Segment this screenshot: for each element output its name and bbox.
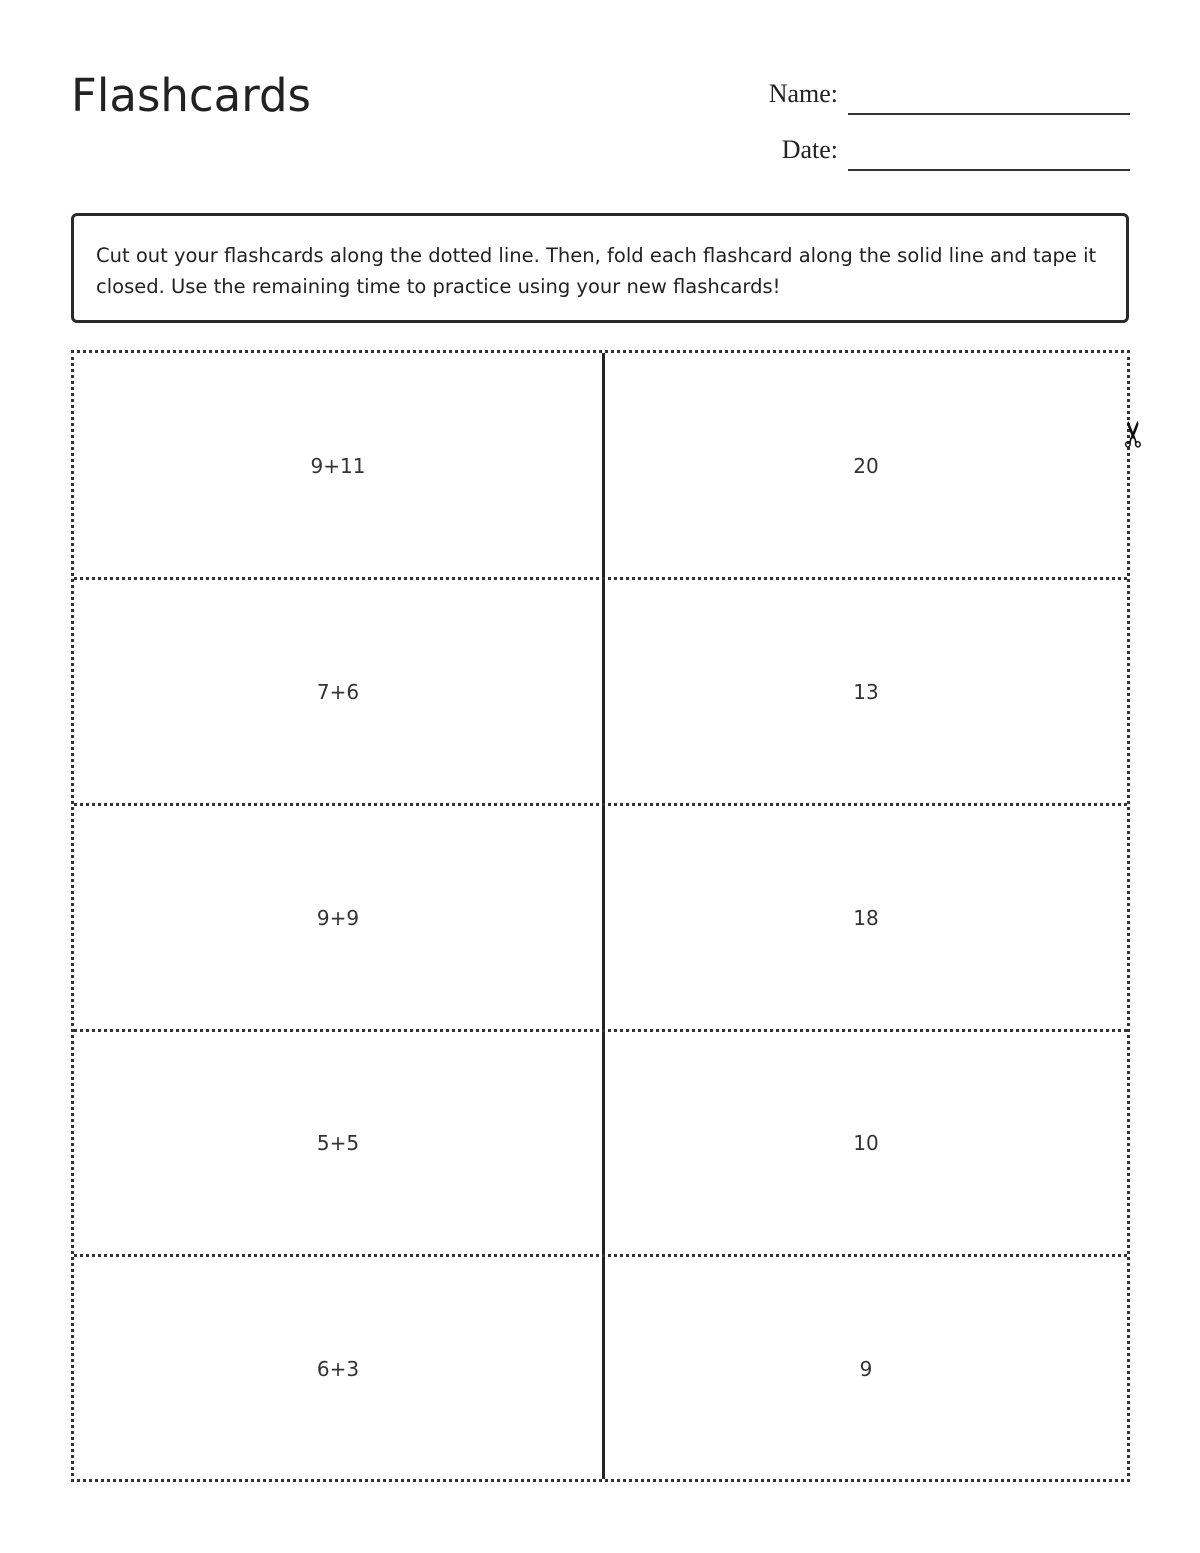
card-answer: 18 — [853, 905, 879, 930]
card-question: 5+5 — [316, 1130, 360, 1155]
name-blank-line — [848, 113, 1130, 115]
card-answer: 10 — [853, 1130, 879, 1155]
card-answer: 9 — [859, 1356, 873, 1381]
scissors-icon: ✂ — [1114, 418, 1156, 450]
flashcard-row — [74, 1256, 1127, 1481]
date-blank-line — [848, 169, 1130, 171]
card-question: 6+3 — [316, 1356, 360, 1381]
instructions-text: Cut out your flashcards along the dotted line. Then, fold each flashcard along the solid line and tape it closed. Use the remaining time to practice using your new flashcards! — [96, 244, 1097, 298]
card-question: 9+9 — [316, 905, 360, 930]
card-question: 7+6 — [316, 679, 360, 704]
flashcard-row — [74, 353, 1127, 578]
card-answer: 13 — [853, 679, 879, 704]
card-answer: 20 — [853, 453, 879, 478]
flashcard-sheet — [71, 350, 1130, 1482]
date-field — [740, 131, 1130, 171]
flashcard-row — [74, 1030, 1127, 1255]
instructions-box — [71, 213, 1129, 323]
page-title: Flashcards — [71, 69, 311, 122]
flashcard-row — [74, 805, 1127, 1030]
date-label: Date: — [781, 135, 838, 164]
card-question: 9+11 — [310, 453, 366, 478]
flashcard-row — [74, 579, 1127, 804]
name-label: Name: — [768, 79, 838, 108]
name-field — [740, 75, 1130, 115]
